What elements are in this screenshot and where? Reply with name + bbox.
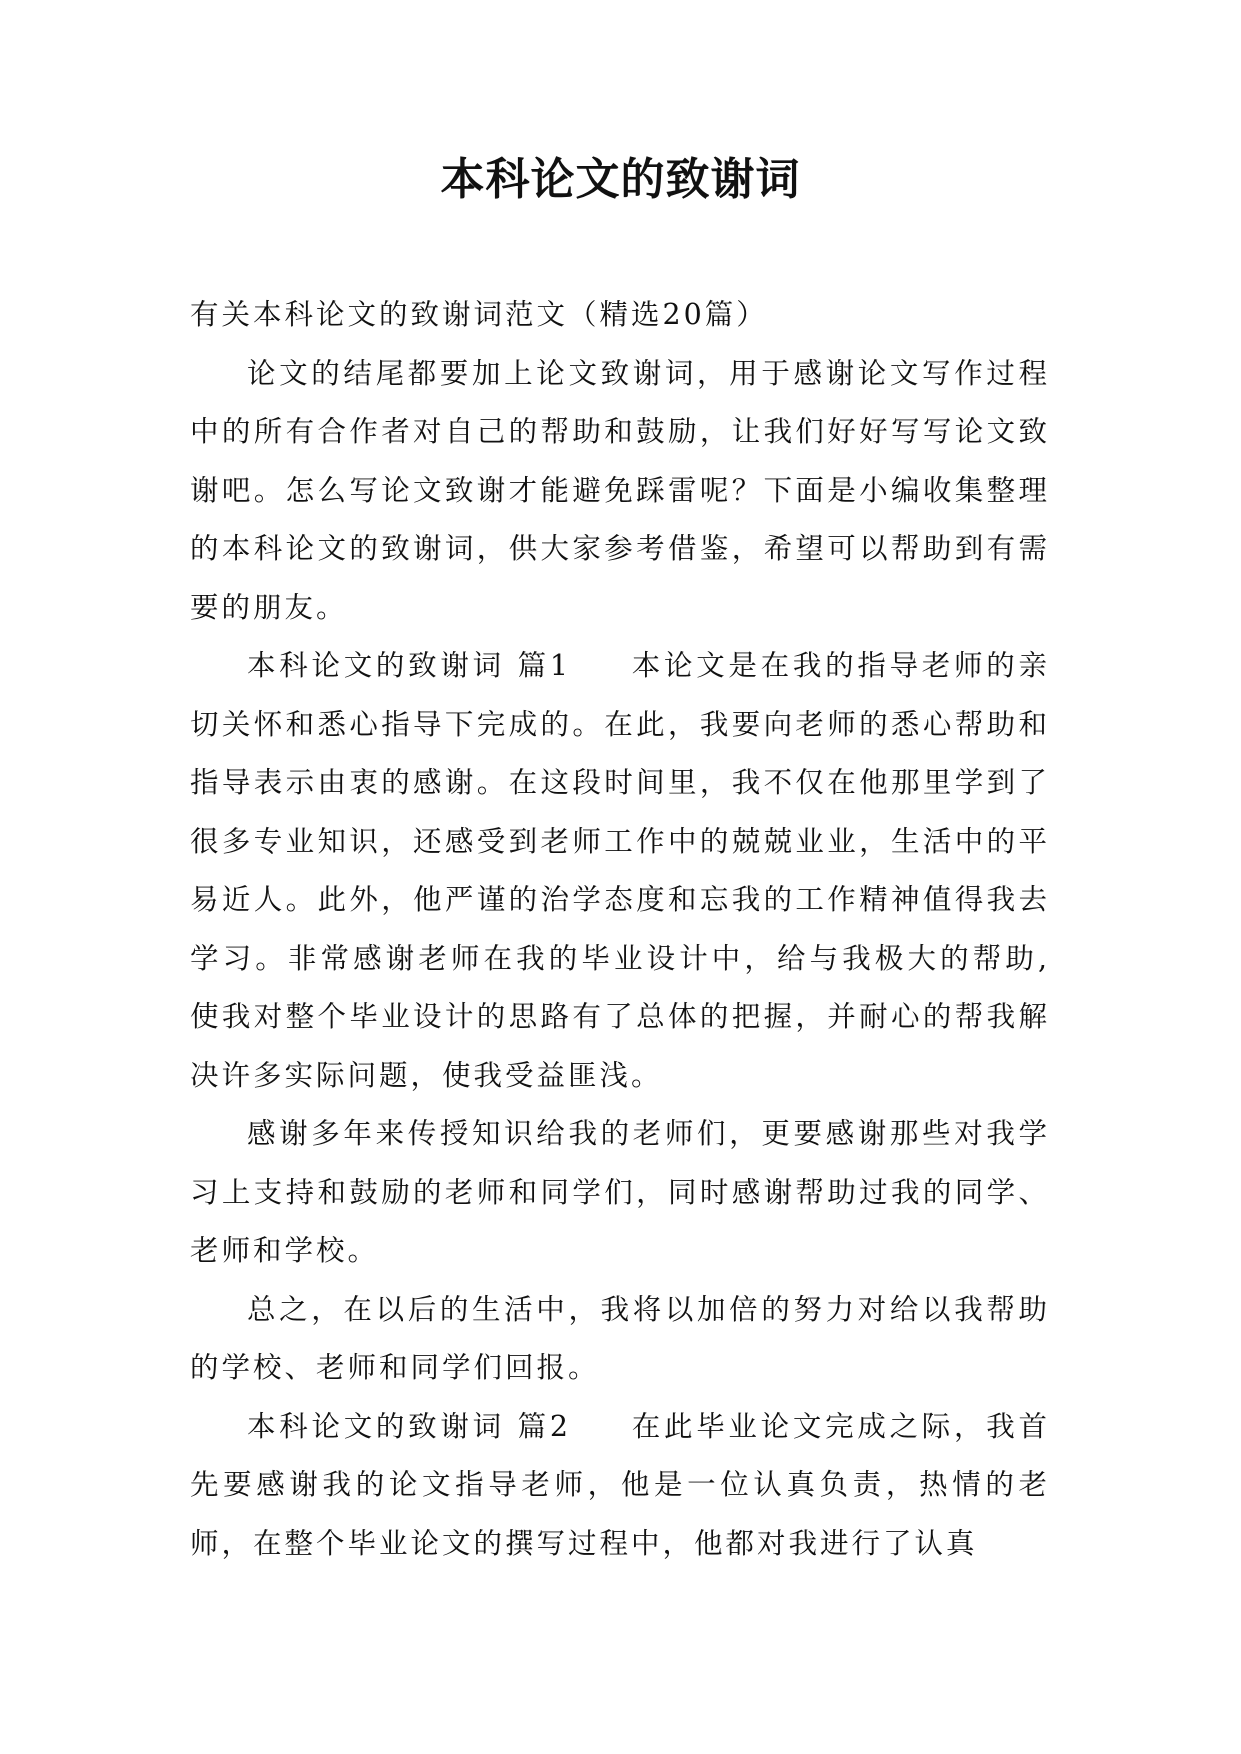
document-title: 本科论文的致谢词: [440, 154, 801, 205]
section-1-heading: 本科论文的致谢词 篇1: [247, 649, 571, 682]
thanks-paragraph: 感谢多年来传授知识给我的老师们，更要感谢那些对我学习上支持和鼓励的老师和同学们，同时感谢帮助过我的同学、老师和学校。: [190, 1117, 1050, 1267]
document-subtitle: 有关本科论文的致谢词范文（精选20篇）: [190, 298, 768, 331]
section-2-text: 在此毕业论文完成之际，我首先要感谢我的论文指导老师，他是一位认真负责，热情的老师，在整个毕业论文的撰写过程中，他都对我进行了认真: [190, 1409, 1050, 1560]
conclusion-paragraph: 总之，在以后的生活中，我将以加倍的努力对给以我帮助的学校、老师和同学们回报。: [190, 1292, 1050, 1384]
section-2-heading: 本科论文的致谢词 篇2: [247, 1409, 571, 1443]
section-2-paragraph: [190, 1398, 1050, 1574]
section-1-text: 本论文是在我的指导老师的亲切关怀和悉心指导下完成的。在此，我要向老师的悉心帮助和指导表示由衷的感谢。在这段时间里，我不仅在他那里学到了很多专业知识，还感受到老师工作中的兢兢业业，生活中的平易近人。此外，他严谨的治学态度和忘我的工作精神值得我去学习。非常感谢老师在我的毕业设计中，给与我极大的帮助,使我对整个毕业设计的思路有了总体的把握，并耐心的帮我解决许多实际问题，使我受益匪浅。: [190, 649, 1050, 1092]
section-1-paragraph: [190, 637, 1050, 1105]
intro-paragraph: 论文的结尾都要加上论文致谢词，用于感谢论文写作过程中的所有合作者对自己的帮助和鼓励，让我们好好写写论文致谢吧。怎么写论文致谢才能避免踩雷呢？下面是小编收集整理的本科论文的致谢词，供大家参考借鉴，希望可以帮助到有需要的朋友。: [190, 356, 1050, 624]
document-body: [190, 286, 1050, 1573]
